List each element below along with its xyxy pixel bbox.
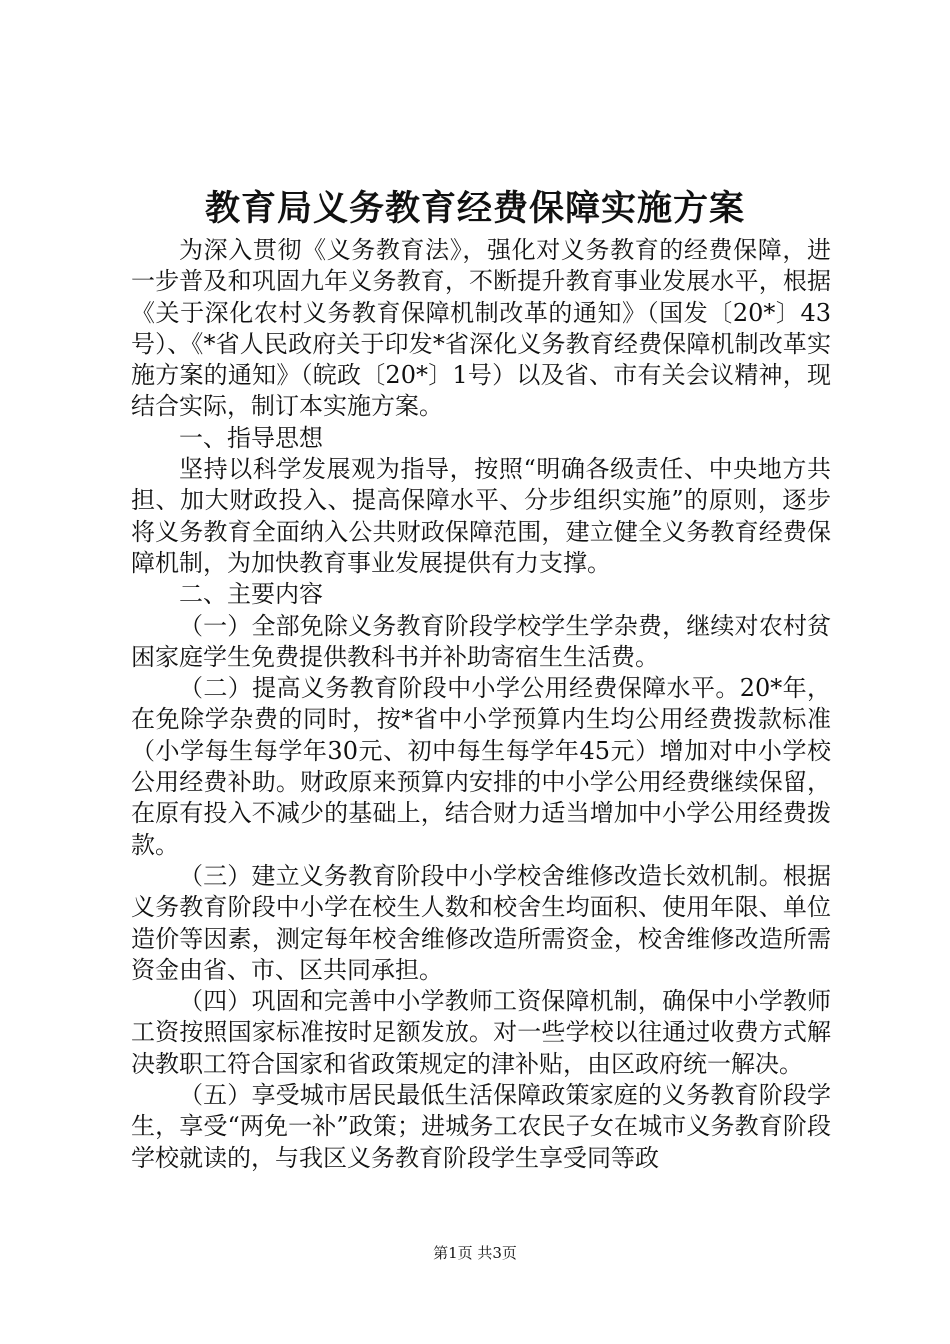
document-body	[131, 235, 831, 1174]
paragraph-item-2: （二）提高义务教育阶段中小学公用经费保障水平。20*年，在免除学杂费的同时，按*省中小学预算内生均公用经费拨款标准（小学每生每学年30元、初中每生每学年45元）增加对中小学校公用经费补助。财政原来预算内安排的中小学公用经费继续保留，在原有投入不减少的基础上，结合财力适当增加中小学公用经费拨款。	[131, 674, 831, 859]
section-heading-guiding-thought: 一、指导思想	[179, 423, 323, 452]
document-title: 教育局义务教育经费保障实施方案	[204, 188, 745, 229]
paragraph-item-1: （一）全部免除义务教育阶段学校学生学杂费，继续对农村贫困家庭学生免费提供教科书并补助寄宿生生活费。	[131, 611, 831, 671]
paragraph-guiding-thought: 坚持以科学发展观为指导，按照“明确各级责任、中央地方共担、加大财政投入、提高保障水平、分步组织实施”的原则，逐步将义务教育全面纳入公共财政保障范围，建立健全义务教育经费保障机制，为加快教育事业发展提供有力支撑。	[131, 455, 831, 577]
paragraph-item-4: （四）巩固和完善中小学教师工资保障机制，确保中小学教师工资按照国家标准按时足额发放。对一些学校以往通过收费方式解决教职工符合国家和省政策规定的津补贴，由区政府统一解决。	[131, 987, 831, 1078]
paragraph-item-5: （五）享受城市居民最低生活保障政策家庭的义务教育阶段学生，享受“两免一补”政策；进城务工农民子女在城市义务教育阶段学校就读的，与我区义务教育阶段学生享受同等政	[131, 1081, 831, 1172]
paragraph-intro: 为深入贯彻《义务教育法》，强化对义务教育的经费保障，进一步普及和巩固九年义务教育，不断提升教育事业发展水平，根据《关于深化农村义务教育保障机制改革的通知》（国发〔20*〕43号）、《*省人民政府关于印发*省深化义务教育经费保障机制改革实施方案的通知》（皖政〔20*〕1号）以及省、市有关会议精神，现结合实际，制订本实施方案。	[131, 236, 831, 421]
section-heading-main-content: 二、主要内容	[179, 580, 323, 609]
paragraph-item-3: （三）建立义务教育阶段中小学校舍维修改造长效机制。根据义务教育阶段中小学在校生人数和校舍生均面积、使用年限、单位造价等因素，测定每年校舍维修改造所需资金，校舍维修改造所需资金由省、市、区共同承担。	[131, 861, 831, 984]
page-footer: 第1页 共3页	[433, 1244, 517, 1262]
